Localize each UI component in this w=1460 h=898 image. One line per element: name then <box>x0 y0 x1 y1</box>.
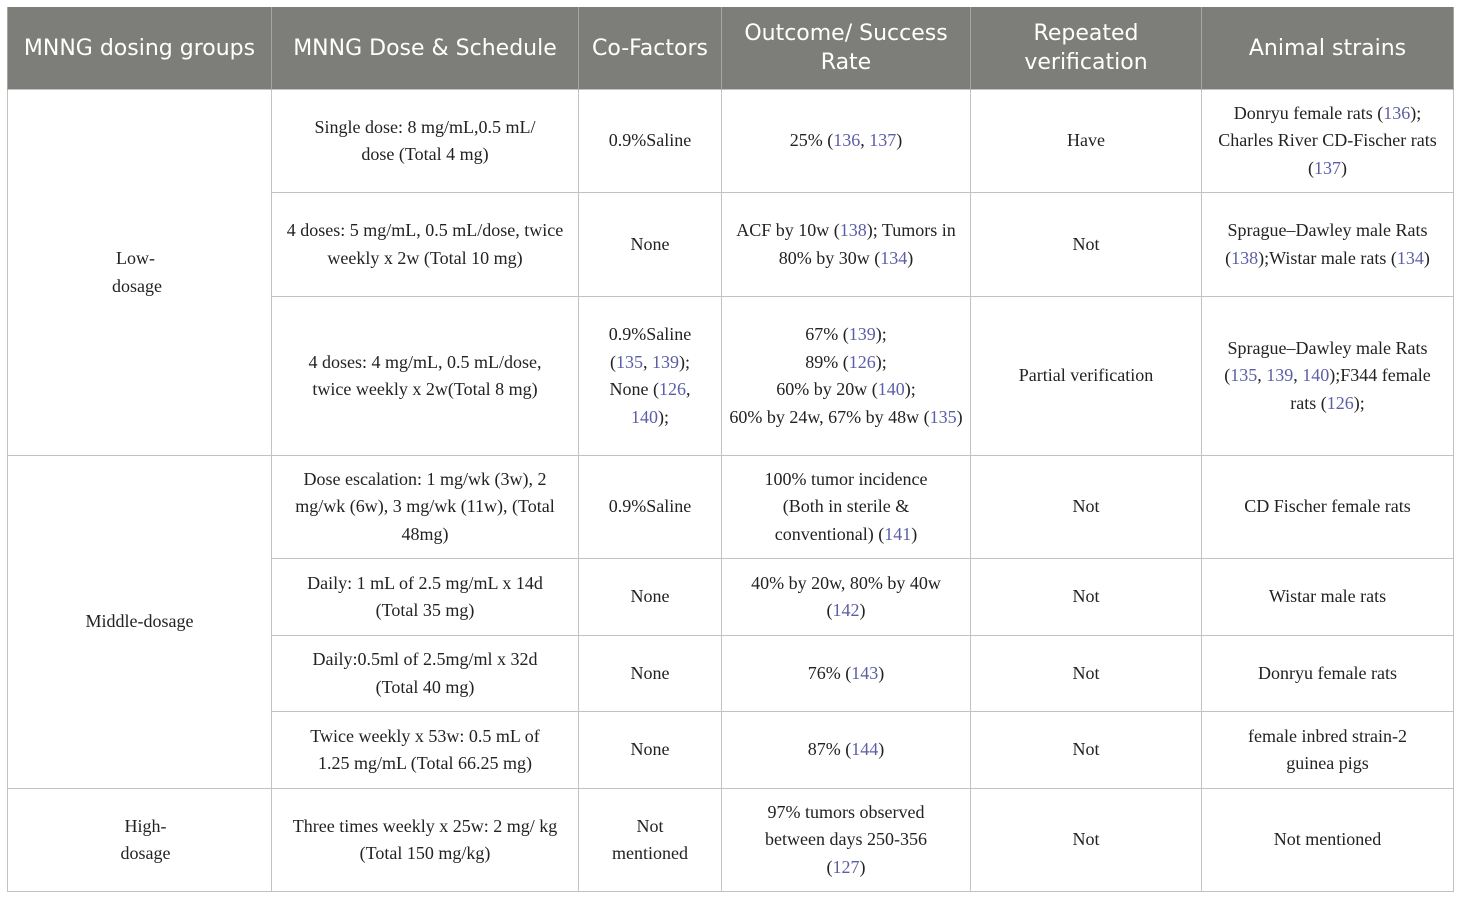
outcome-cell <box>722 297 971 456</box>
outcome-line: 89% (126); <box>805 351 887 372</box>
outcome-cell: 25% (136, 137) <box>722 90 971 193</box>
verification-cell: Not <box>971 456 1202 559</box>
group-label-low: Low-dosage <box>112 248 162 296</box>
outcome-line: 60% by 20w (140); <box>776 379 916 399</box>
strains-cell: Sprague–Dawley male Rats (135, 139, 140);F344 female rats (126); <box>1202 297 1454 456</box>
strains-cell: Donryu female rats (136); Charles River CD-Fischer rats (137) <box>1202 90 1454 193</box>
dose-cell: Daily: 1 mL of 2.5 mg/mL x 14d (Total 35 mg) <box>272 559 579 636</box>
group-cell-middle <box>8 456 272 789</box>
dose-cell: Dose escalation: 1 mg/wk (3w), 2 mg/wk (6w), 3 mg/wk (11w), (Total 48mg) <box>272 456 579 559</box>
group-label-high: High-dosage <box>120 815 171 863</box>
table-row <box>8 789 1454 892</box>
header-repeated-verification: Repeated verification <box>971 7 1202 90</box>
verification-cell: Not <box>971 712 1202 789</box>
header-dose-schedule: MNNG Dose & Schedule <box>272 7 579 90</box>
cofactors-cell: 0.9%Saline <box>579 90 722 193</box>
verification-cell: Partial verification <box>971 297 1202 456</box>
citation-link[interactable]: 136 <box>833 130 861 151</box>
strains-cell: Donryu female rats <box>1202 636 1454 712</box>
outcome-cell: 100% tumor incidence (Both in sterile & conventional) (141) <box>722 456 971 559</box>
outcome-cell: ACF by 10w (138); Tumors in 80% by 30w (134) <box>722 193 971 297</box>
citation-link[interactable]: 127 <box>832 856 860 877</box>
dose-cell: Daily:0.5ml of 2.5mg/ml x 32d (Total 40 mg) <box>272 636 579 712</box>
header-dosing-groups: MNNG dosing groups <box>8 7 272 90</box>
citation-link[interactable]: 140 <box>631 406 658 427</box>
strains-cell: female inbred strain-2 guinea pigs <box>1202 712 1454 789</box>
dose-cell: Twice weekly x 53w: 0.5 mL of 1.25 mg/mL (Total 66.25 mg) <box>272 712 579 789</box>
dose-cell: 4 doses: 5 mg/mL, 0.5 mL/dose, twice weekly x 2w (Total 10 mg) <box>272 193 579 297</box>
citation-link[interactable]: 139 <box>652 351 679 372</box>
citation-link[interactable]: 140 <box>877 379 905 399</box>
cofactors-cell: None <box>579 636 722 712</box>
outcome-cell: 97% tumors observed between days 250-356 (127) <box>722 789 971 892</box>
header-animal-strains: Animal strains <box>1202 7 1454 90</box>
citation-link[interactable]: 141 <box>884 523 912 544</box>
citation-link[interactable]: 143 <box>851 662 879 683</box>
verification-cell: Not <box>971 193 1202 297</box>
cofactors-cell: None <box>579 193 722 297</box>
table-row <box>8 456 1454 559</box>
citation-link[interactable]: 138 <box>1231 247 1259 268</box>
group-label-middle: Middle-dosage <box>85 611 194 632</box>
outcome-line: 67% (139); <box>805 324 887 344</box>
cofactors-cell: None <box>579 559 722 636</box>
cofactors-cell: None <box>579 712 722 789</box>
citation-link[interactable]: 126 <box>848 351 876 372</box>
group-cell-high <box>8 789 272 892</box>
verification-cell: Not <box>971 636 1202 712</box>
verification-cell: Not <box>971 559 1202 636</box>
mnng-dosing-table <box>7 7 1454 892</box>
citation-link[interactable]: 134 <box>880 247 908 268</box>
citation-link[interactable]: 126 <box>1326 392 1354 413</box>
header-co-factors: Co-Factors <box>579 7 722 90</box>
citation-link[interactable]: 137 <box>869 130 897 151</box>
dose-cell: Single dose: 8 mg/mL,0.5 mL/ dose (Total 4 mg) <box>272 90 579 193</box>
cofactors-cell: 0.9%Saline (135, 139); None (126, 140); <box>579 297 722 456</box>
cofactors-cell: Not mentioned <box>579 789 722 892</box>
outcome-cell: 76% (143) <box>722 636 971 712</box>
outcome-cell: 40% by 20w, 80% by 40w (142) <box>722 559 971 636</box>
citation-link[interactable]: 139 <box>848 324 876 344</box>
verification-cell: Have <box>971 90 1202 193</box>
citation-link[interactable]: 138 <box>839 220 867 240</box>
strains-cell: Sprague–Dawley male Rats (138);Wistar male rats (134) <box>1202 193 1454 297</box>
table-header-row <box>8 7 1454 90</box>
citation-link[interactable]: 139 <box>1266 365 1294 386</box>
dose-cell: Three times weekly x 25w: 2 mg/ kg (Total 150 mg/kg) <box>272 789 579 892</box>
citation-link[interactable]: 144 <box>851 739 879 760</box>
strains-cell: Wistar male rats <box>1202 559 1454 636</box>
citation-link[interactable]: 136 <box>1383 102 1411 123</box>
strains-cell: Not mentioned <box>1202 789 1454 892</box>
outcome-cell: 87% (144) <box>722 712 971 789</box>
dose-cell: 4 doses: 4 mg/mL, 0.5 mL/dose, twice weekly x 2w(Total 8 mg) <box>272 297 579 456</box>
citation-link[interactable]: 135 <box>1230 365 1258 386</box>
header-outcome: Outcome/ Success Rate <box>722 7 971 90</box>
verification-cell: Not <box>971 789 1202 892</box>
outcome-line: 60% by 24w, 67% by 48w (135) <box>729 406 963 427</box>
group-cell-low <box>8 90 272 456</box>
citation-link[interactable]: 135 <box>929 406 957 427</box>
citation-link[interactable]: 135 <box>616 351 643 372</box>
citation-link[interactable]: 142 <box>832 600 860 620</box>
citation-link[interactable]: 137 <box>1314 157 1341 178</box>
citation-link[interactable]: 134 <box>1396 247 1424 268</box>
citation-link[interactable]: 126 <box>658 379 686 399</box>
cofactors-cell: 0.9%Saline <box>579 456 722 559</box>
strains-cell: CD Fischer female rats <box>1202 456 1454 559</box>
table-row <box>8 90 1454 193</box>
citation-link[interactable]: 140 <box>1302 365 1330 386</box>
